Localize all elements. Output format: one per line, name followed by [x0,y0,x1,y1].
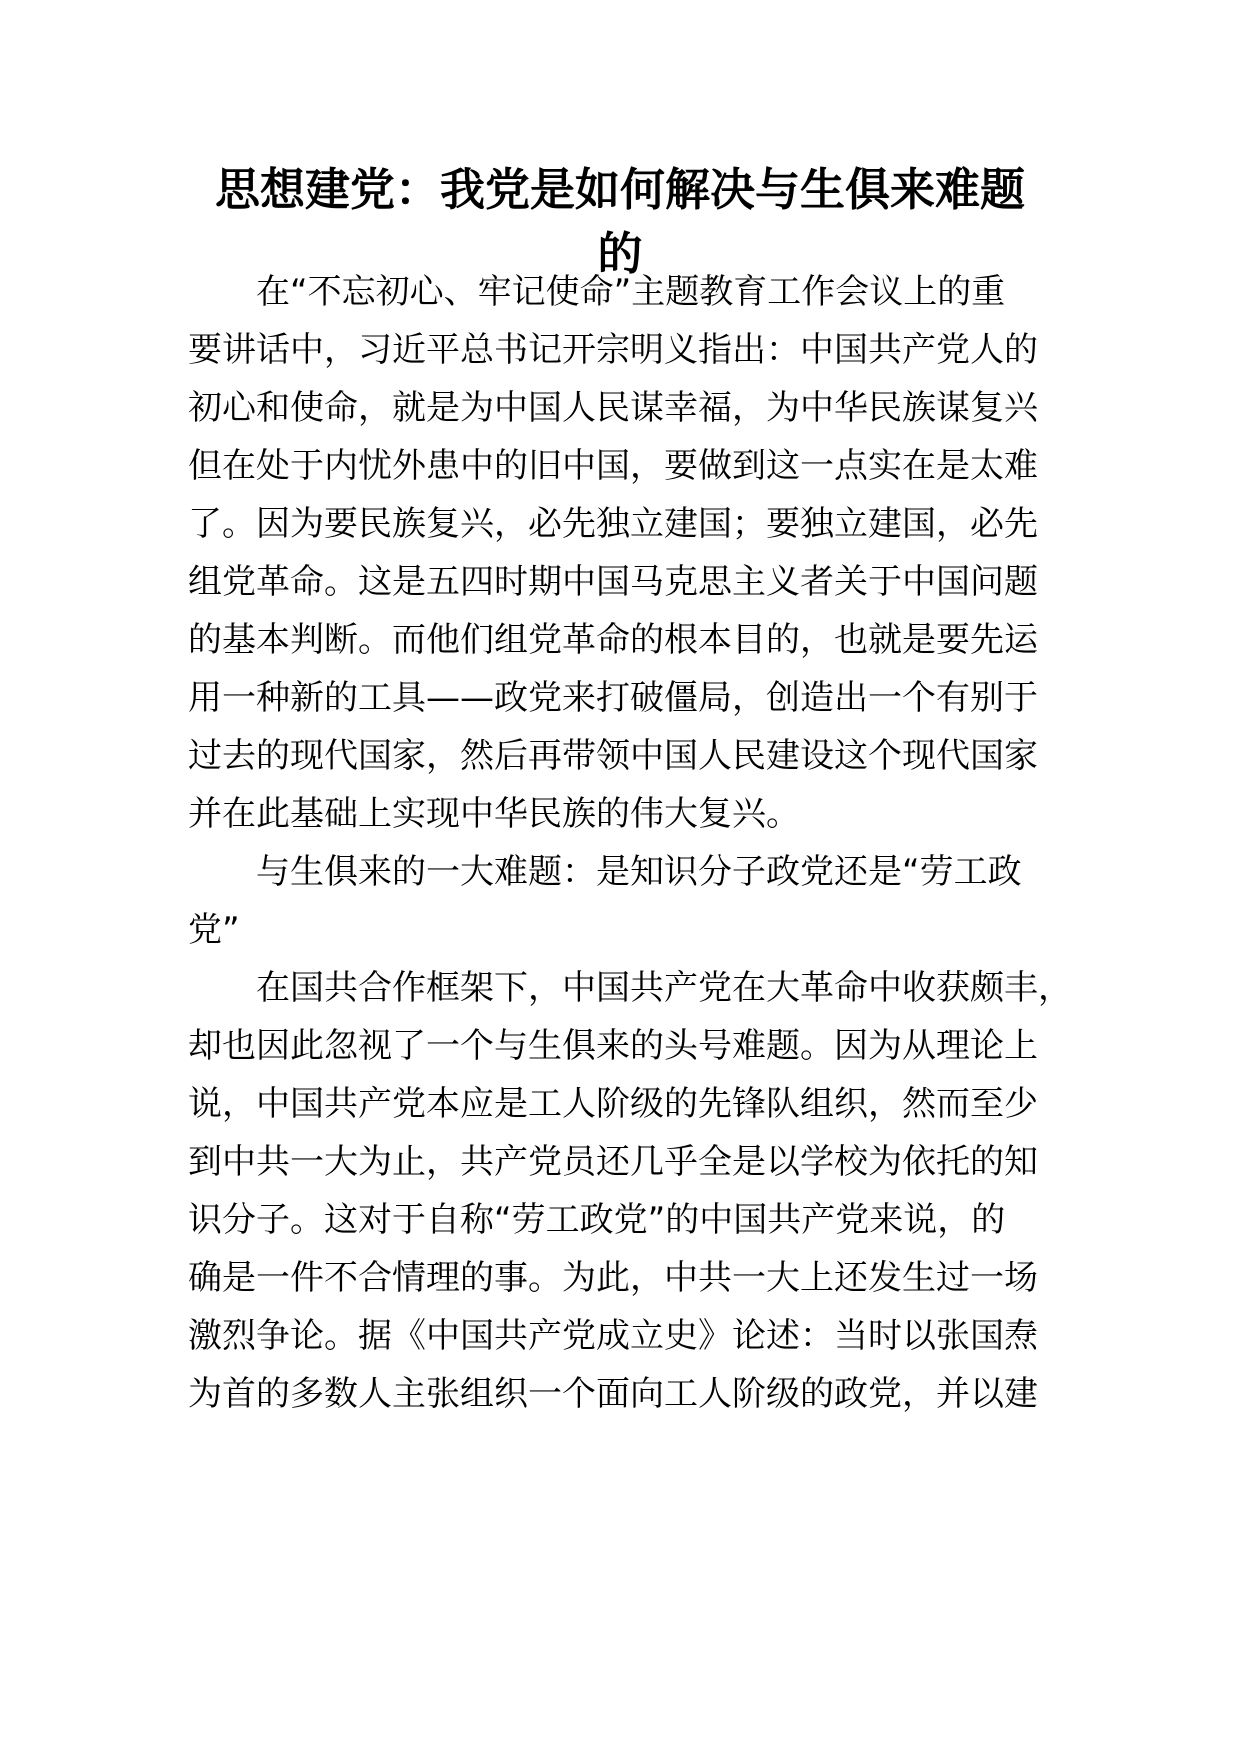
document-title [180,158,1060,286]
body-line: 确是一件不合情理的事。为此，中共一大上还发生过一场 [188,1258,1038,1298]
body-line: 却也因此忽视了一个与生俱来的头号难题。因为从理论上 [188,1026,1038,1066]
section-heading-line: 与生俱来的一大难题：是知识分子政党还是“劳工政 [256,852,1022,892]
body-line: 为首的多数人主张组织一个面向工人阶级的政党，并以建 [188,1374,1038,1414]
body-line: 识分子。这对于自称“劳工政党”的中国共产党来说，的 [188,1200,1006,1240]
title-line-2: 的 [597,227,643,280]
body-line: 初心和使命，就是为中国人民谋幸福，为中华民族谋复兴 [188,388,1038,428]
body-line: 但在处于内忧外患中的旧中国，要做到这一点实在是太难 [188,446,1038,486]
body-line: 用一种新的工具——政党来打破僵局，创造出一个有别于 [188,678,1038,718]
body-line: 过去的现代国家，然后再带领中国人民建设这个现代国家 [188,736,1038,776]
body-line: 的基本判断。而他们组党革命的根本目的，也就是要先运 [188,620,1038,660]
section-heading-line: 党” [188,910,240,950]
body-line: 激烈争论。据《中国共产党成立史》论述：当时以张国焘 [188,1316,1038,1356]
body-line: 组党革命。这是五四时期中国马克思主义者关于中国问题 [188,562,1038,602]
body-line: 并在此基础上实现中华民族的伟大复兴。 [188,794,800,834]
body-line: 在“不忘初心、牢记使命”主题教育工作会议上的重 [256,272,1006,312]
body-line: 要讲话中，习近平总书记开宗明义指出：中国共产党人的 [188,330,1038,370]
body-line: 说，中国共产党本应是工人阶级的先锋队组织，然而至少 [188,1084,1038,1124]
body-line: 了。因为要民族复兴，必先独立建国；要独立建国，必先 [188,504,1038,544]
title-line-1: 思想建党：我党是如何解决与生俱来难题 [214,163,1025,216]
body-line: 在国共合作框架下，中国共产党在大革命中收获颇丰， [256,968,1072,1008]
body-line: 到中共一大为止，共产党员还几乎全是以学校为依托的知 [188,1142,1038,1182]
